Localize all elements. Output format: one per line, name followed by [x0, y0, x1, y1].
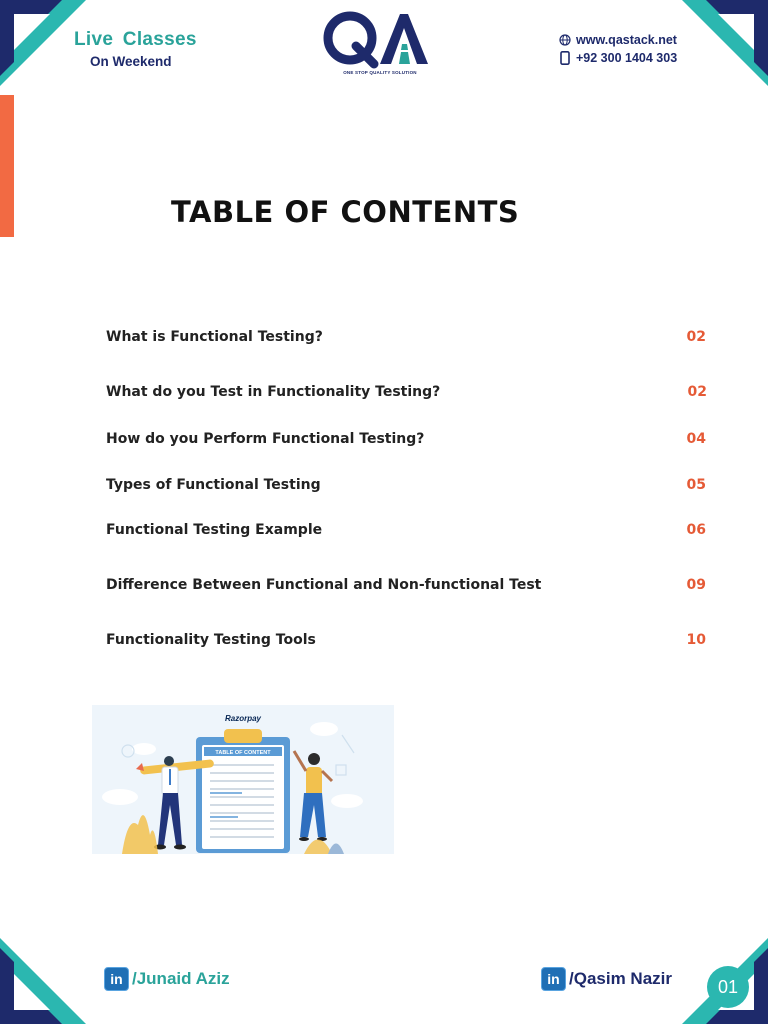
corner-decoration-bottom-left — [0, 934, 90, 1024]
website-row — [558, 31, 677, 49]
live-classes-label: Live Classes — [74, 29, 197, 50]
toc-item[interactable] — [106, 384, 706, 406]
toc-item[interactable] — [106, 632, 706, 654]
linkedin-icon: in — [541, 967, 566, 991]
linkedin-link-qasim[interactable] — [541, 967, 672, 991]
linkedin-icon: in — [104, 967, 129, 991]
toc-item[interactable] — [106, 329, 706, 351]
toc-item-page: 04 — [686, 431, 706, 447]
website-text[interactable]: www.qastack.net — [576, 33, 677, 47]
toc-item-page: 05 — [686, 477, 706, 493]
page-number-badge: 01 — [707, 966, 749, 1008]
globe-icon — [558, 33, 572, 47]
toc-item-page: 09 — [686, 577, 706, 593]
toc-item-label: What do you Test in Functionality Testing? — [106, 384, 441, 400]
toc-item[interactable] — [106, 477, 706, 499]
linkedin-link-junaid[interactable] — [104, 967, 230, 991]
illustration-board-heading: TABLE OF CONTENT — [215, 750, 271, 756]
toc-item-label: How do you Perform Functional Testing? — [106, 431, 425, 447]
phone-icon — [558, 51, 572, 65]
toc-item-label: Difference Between Functional and Non-functional Test — [106, 577, 542, 593]
corner-decoration-top-right — [678, 0, 768, 90]
toc-item-label: Types of Functional Testing — [106, 477, 321, 493]
linkedin-name-qasim: /Qasim Nazir — [569, 969, 672, 988]
phone-text: +92 300 1404 303 — [576, 51, 678, 65]
toc-item-page: 02 — [686, 329, 706, 345]
logo-tagline: ONE STOP QUALITY SOLUTION — [343, 70, 417, 75]
side-accent-bar — [0, 95, 14, 237]
illustration-brand: Razorpay — [224, 714, 262, 723]
toc-item-label: Functional Testing Example — [106, 522, 323, 538]
toc-item-page: 06 — [686, 522, 706, 538]
toc-item[interactable] — [106, 431, 706, 453]
on-weekend-label: On Weekend — [90, 54, 172, 69]
toc-item[interactable] — [106, 522, 706, 544]
toc-item-label: Functionality Testing Tools — [106, 632, 316, 648]
linkedin-name-junaid: /Junaid Aziz — [132, 969, 230, 988]
contact-info — [558, 31, 677, 67]
phone-row — [558, 49, 677, 67]
toc-item-page: 02 — [687, 384, 707, 400]
toc-item[interactable] — [106, 577, 706, 599]
toc-item-label: What is Functional Testing? — [106, 329, 323, 345]
page-title: TABLE OF CONTENTS — [171, 195, 520, 229]
table-of-content-illustration — [92, 705, 394, 854]
toc-item-page: 10 — [686, 632, 706, 648]
